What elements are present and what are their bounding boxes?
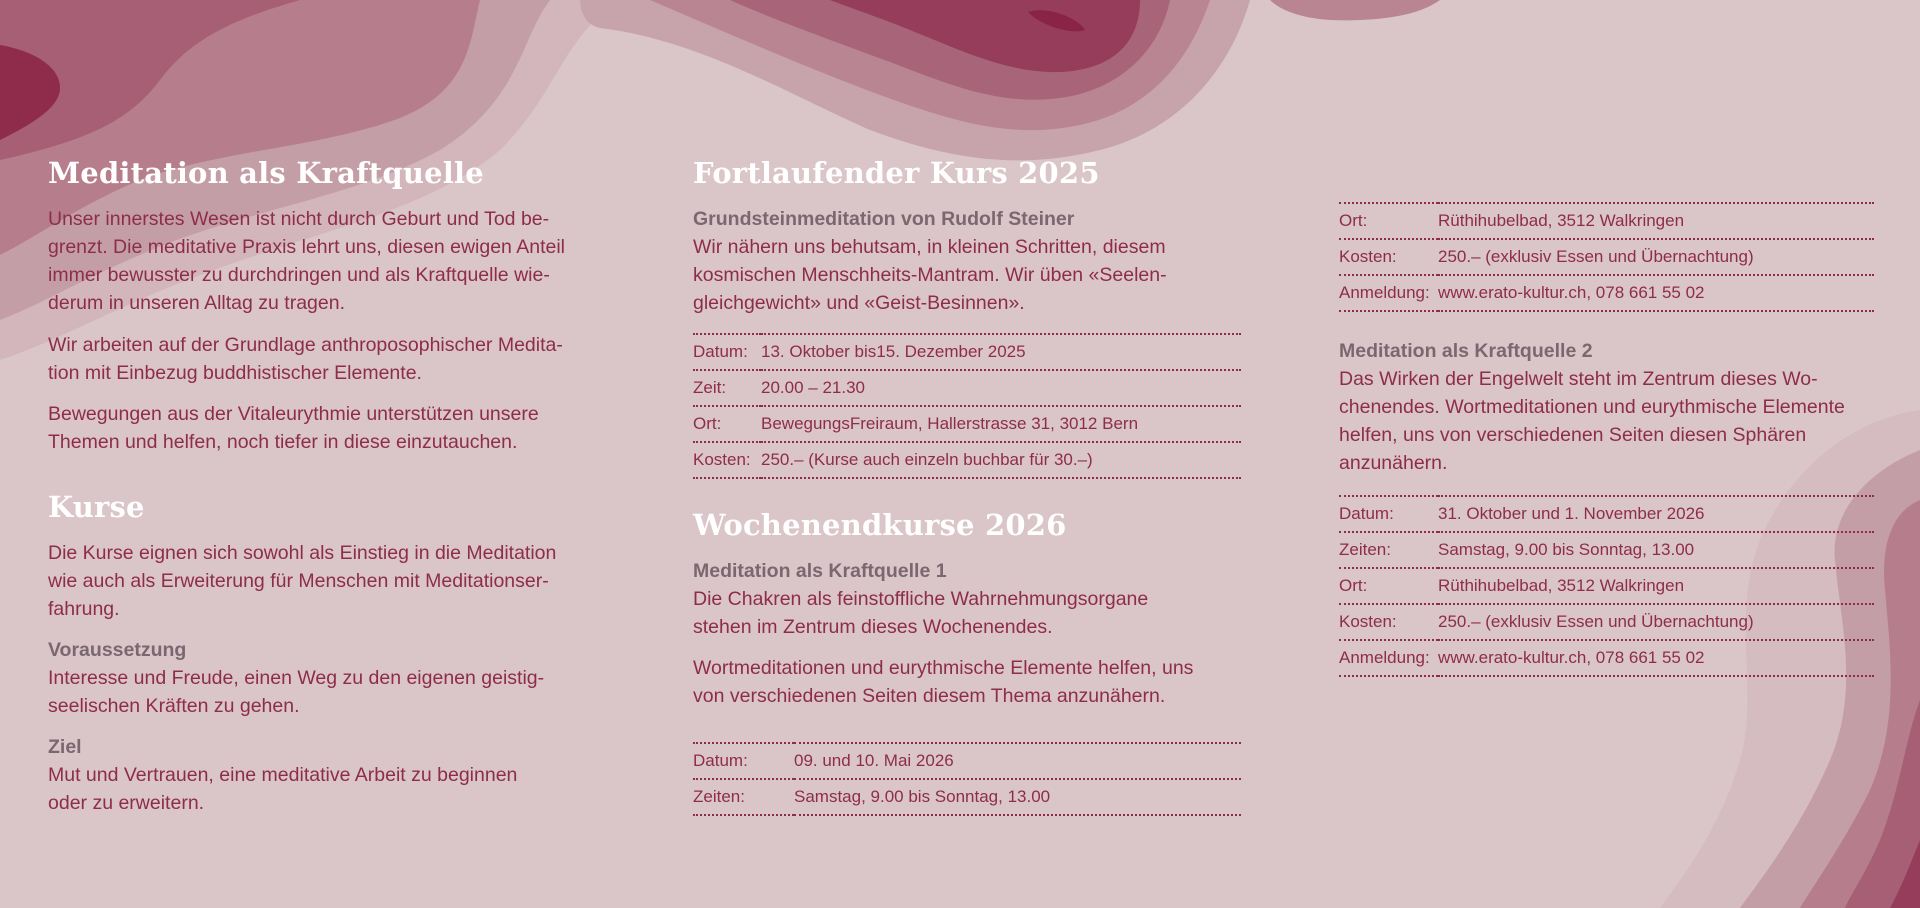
table-row xyxy=(1339,568,1874,604)
title-wochenendkurse: Wochenendkurse 2026 xyxy=(693,508,1067,542)
info-value: 09. und 10. Mai 2026 xyxy=(794,743,1241,779)
info-value: 31. Oktober und 1. November 2026 xyxy=(1438,496,1874,532)
info-value: www.erato-kultur.ch, 078 661 55 02 xyxy=(1438,275,1874,311)
title-meditation: Meditation als Kraftquelle xyxy=(48,156,484,190)
info-value: 20.00 – 21.30 xyxy=(761,370,1241,406)
info-label: Datum: xyxy=(1339,496,1438,532)
text-line: Die Kurse eignen sich sowohl als Einstieg in die Meditation xyxy=(48,542,557,564)
text-line: Themen und helfen, noch tiefer in diese einzutauchen. xyxy=(48,431,518,453)
text-line: Interesse und Freude, einen Weg zu den eigenen geistig- xyxy=(48,667,545,689)
info-value: Samstag, 9.00 bis Sonntag, 13.00 xyxy=(794,779,1241,815)
table-row xyxy=(693,743,1241,779)
info-label: Zeit: xyxy=(693,370,761,406)
intro-line: grenzt. Die meditative Praxis lehrt uns, diesen ewigen Anteil xyxy=(48,236,566,258)
text-line: oder zu erweitern. xyxy=(48,792,205,814)
table-row xyxy=(1339,604,1874,640)
intro-line: immer bewusster zu durchdringen und als Kraftquelle wie- xyxy=(48,264,550,286)
table-row xyxy=(693,334,1241,370)
text-line: Wir nähern uns behutsam, in kleinen Schritten, diesem xyxy=(693,236,1166,258)
info-value: 13. Oktober bis15. Dezember 2025 xyxy=(761,334,1241,370)
info-label: Anmeldung: xyxy=(1339,275,1438,311)
info-value: 250.– (exklusiv Essen und Übernachtung) xyxy=(1438,239,1874,275)
table-row xyxy=(1339,640,1874,676)
intro-line: Unser innerstes Wesen ist nicht durch Geburt und Tod be- xyxy=(48,208,550,230)
info-value: 250.– (exklusiv Essen und Übernachtung) xyxy=(1438,604,1874,640)
intro-line: derum in unseren Alltag zu tragen. xyxy=(48,292,346,314)
info-value: Rüthihubelbad, 3512 Walkringen xyxy=(1438,203,1874,239)
paragraph-eurythmy xyxy=(48,400,608,456)
info-value: Rüthihubelbad, 3512 Walkringen xyxy=(1438,568,1874,604)
intro-paragraph xyxy=(48,205,608,317)
course-description xyxy=(693,205,1241,317)
text-line: chenendes. Wortmeditationen und eurythmische Elemente xyxy=(1339,396,1845,418)
course-info-table xyxy=(693,333,1241,479)
text-line: gleichgewicht» und «Geist-Besinnen». xyxy=(693,292,1025,314)
text-line: anzunähern. xyxy=(1339,452,1448,474)
text-line: Bewegungen aus der Vitaleurythmie unterstützen unsere xyxy=(48,403,539,425)
text-line: stehen im Zentrum dieses Wochenendes. xyxy=(693,616,1053,638)
info-label: Zeiten: xyxy=(693,779,794,815)
weekend-description-2 xyxy=(693,654,1241,710)
info-label: Kosten: xyxy=(1339,604,1438,640)
info-value: Samstag, 9.00 bis Sonntag, 13.00 xyxy=(1438,532,1874,568)
text-line: Das Wirken der Engelwelt steht im Zentrum dieses Wo- xyxy=(1339,368,1818,390)
weekend-subtitle: Meditation als Kraftquelle 1 xyxy=(693,560,947,582)
course-subtitle: Grundsteinmeditation von Rudolf Steiner xyxy=(693,208,1075,230)
text-line: Die Chakren als feinstoffliche Wahrnehmungsorgane xyxy=(693,588,1149,610)
table-row xyxy=(693,370,1241,406)
text-line: Wortmeditationen und eurythmische Elemente helfen, uns xyxy=(693,657,1194,679)
info-label: Ort: xyxy=(693,406,761,442)
weekend2-description xyxy=(1339,337,1874,477)
title-fortlaufender-kurs: Fortlaufender Kurs 2025 xyxy=(693,156,1100,190)
table-row xyxy=(1339,275,1874,311)
info-label: Zeiten: xyxy=(1339,532,1438,568)
ziel-label: Ziel xyxy=(48,736,82,758)
info-label: Kosten: xyxy=(1339,239,1438,275)
info-label: Ort: xyxy=(1339,568,1438,604)
table-row xyxy=(693,779,1241,815)
text-line: tion mit Einbezug buddhistischer Elemente. xyxy=(48,362,422,384)
weekend-description xyxy=(693,557,1241,641)
table-row xyxy=(693,442,1241,478)
info-label: Anmeldung: xyxy=(1339,640,1438,676)
info-value: 250.– (Kurse auch einzeln buchbar für 30.–) xyxy=(761,442,1241,478)
weekend1-info-table xyxy=(1339,202,1874,312)
paragraph-anthroposophy xyxy=(48,331,608,387)
ziel-section xyxy=(48,733,608,817)
table-row xyxy=(1339,203,1874,239)
voraussetzung-section xyxy=(48,636,608,720)
info-label: Datum: xyxy=(693,743,794,779)
weekend2-subtitle: Meditation als Kraftquelle 2 xyxy=(1339,340,1593,362)
info-label: Ort: xyxy=(1339,203,1438,239)
text-line: kosmischen Menschheits-Mantram. Wir üben «Seelen- xyxy=(693,264,1167,286)
table-row xyxy=(693,406,1241,442)
text-line: Mut und Vertrauen, eine meditative Arbeit zu beginnen xyxy=(48,764,518,786)
info-value: www.erato-kultur.ch, 078 661 55 02 xyxy=(1438,640,1874,676)
title-kurse: Kurse xyxy=(48,490,145,524)
kurse-paragraph xyxy=(48,539,608,623)
weekend-info-table xyxy=(693,742,1241,816)
table-row xyxy=(1339,532,1874,568)
info-value: BewegungsFreiraum, Hallerstrasse 31, 3012 Bern xyxy=(761,406,1241,442)
info-label: Kosten: xyxy=(693,442,761,478)
text-line: seelischen Kräften zu gehen. xyxy=(48,695,300,717)
text-line: wie auch als Erweiterung für Menschen mit Meditationser- xyxy=(48,570,549,592)
text-line: fahrung. xyxy=(48,598,120,620)
info-label: Datum: xyxy=(693,334,761,370)
text-line: helfen, uns von verschiedenen Seiten diesen Sphären xyxy=(1339,424,1807,446)
voraussetzung-label: Voraussetzung xyxy=(48,639,187,661)
weekend2-info-table xyxy=(1339,495,1874,677)
text-line: von verschiedenen Seiten diesem Thema anzunähern. xyxy=(693,685,1166,707)
table-row xyxy=(1339,496,1874,532)
text-line: Wir arbeiten auf der Grundlage anthroposophischer Medita- xyxy=(48,334,563,356)
table-row xyxy=(1339,239,1874,275)
